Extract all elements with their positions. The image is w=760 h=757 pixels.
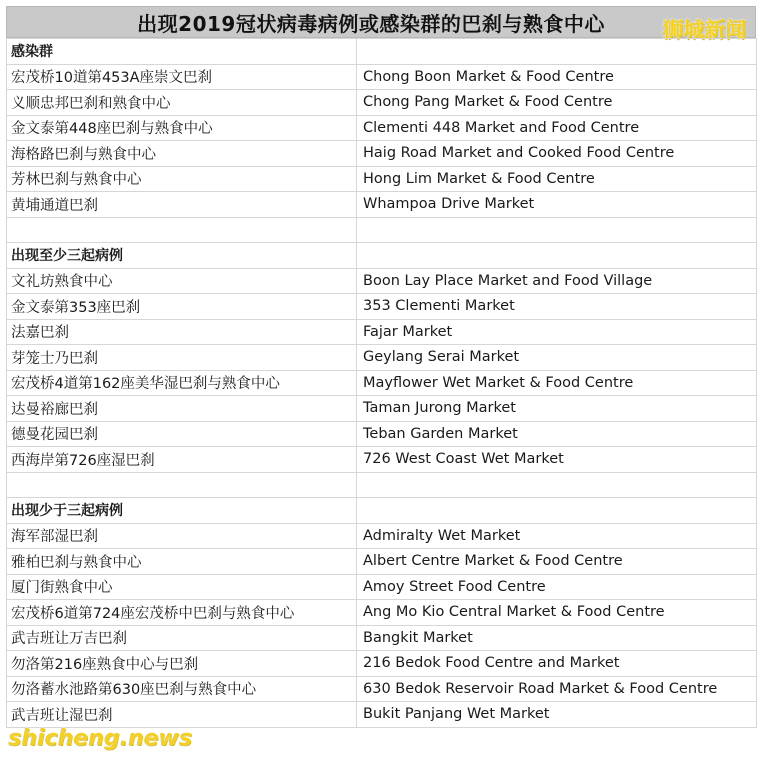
chinese-name-cell: 芳林巴刹与熟食中心 (7, 166, 357, 192)
english-name-cell (357, 39, 757, 65)
english-name-cell: 216 Bedok Food Centre and Market (357, 651, 757, 677)
english-name-cell: Amoy Street Food Centre (357, 574, 757, 600)
english-name-cell: Bangkit Market (357, 625, 757, 651)
chinese-name-cell: 德曼花园巴刹 (7, 421, 357, 447)
english-name-cell: Fajar Market (357, 319, 757, 345)
chinese-name-cell: 武吉班让湿巴刹 (7, 702, 357, 728)
table-row (7, 676, 757, 702)
table-row (7, 421, 757, 447)
table-row (7, 396, 757, 422)
chinese-name-cell: 金文泰第448座巴刹与熟食中心 (7, 115, 357, 141)
market-table (6, 38, 757, 728)
table-row (7, 549, 757, 575)
table-row (7, 115, 757, 141)
table-row (7, 447, 757, 473)
english-name-cell: Boon Lay Place Market and Food Village (357, 268, 757, 294)
section-heading: 出现少于三起病例 (7, 498, 357, 524)
table-row (7, 574, 757, 600)
chinese-name-cell: 芽笼士乃巴刹 (7, 345, 357, 371)
english-name-cell: Chong Pang Market & Food Centre (357, 90, 757, 116)
chinese-name-cell: 金文泰第353座巴刹 (7, 294, 357, 320)
chinese-name-cell (7, 472, 357, 498)
table-row (7, 268, 757, 294)
table-row (7, 141, 757, 167)
english-name-cell: Haig Road Market and Cooked Food Centre (357, 141, 757, 167)
english-name-cell: Geylang Serai Market (357, 345, 757, 371)
watermark-logo-bottom: shicheng.news (8, 726, 192, 751)
english-name-cell: Clementi 448 Market and Food Centre (357, 115, 757, 141)
english-name-cell: 630 Bedok Reservoir Road Market & Food Centre (357, 676, 757, 702)
english-name-cell (357, 472, 757, 498)
chinese-name-cell: 宏茂桥4道第162座美华湿巴刹与熟食中心 (7, 370, 357, 396)
chinese-name-cell: 西海岸第726座湿巴刹 (7, 447, 357, 473)
table-body (7, 39, 757, 728)
english-name-cell: Ang Mo Kio Central Market & Food Centre (357, 600, 757, 626)
chinese-name-cell: 黄埔通道巴刹 (7, 192, 357, 218)
chinese-name-cell: 雅柏巴刹与熟食中心 (7, 549, 357, 575)
blank-row (7, 217, 757, 243)
table-row (7, 294, 757, 320)
english-name-cell: Teban Garden Market (357, 421, 757, 447)
chinese-name-cell: 海军部湿巴刹 (7, 523, 357, 549)
table-row (7, 166, 757, 192)
chinese-name-cell: 文礼坊熟食中心 (7, 268, 357, 294)
section-row (7, 498, 757, 524)
chinese-name-cell: 宏茂桥6道第724座宏茂桥中巴刹与熟食中心 (7, 600, 357, 626)
table-row (7, 319, 757, 345)
title-bar (6, 6, 756, 38)
chinese-name-cell: 厦门街熟食中心 (7, 574, 357, 600)
chinese-name-cell: 武吉班让万吉巴刹 (7, 625, 357, 651)
english-name-cell: Mayflower Wet Market & Food Centre (357, 370, 757, 396)
chinese-name-cell: 勿洛蓄水池路第630座巴刹与熟食中心 (7, 676, 357, 702)
chinese-name-cell: 勿洛第216座熟食中心与巴刹 (7, 651, 357, 677)
english-name-cell: Chong Boon Market & Food Centre (357, 64, 757, 90)
page-title: 出现2019冠状病毒病例或感染群的巴刹与熟食中心 (137, 11, 605, 36)
english-name-cell: 726 West Coast Wet Market (357, 447, 757, 473)
chinese-name-cell: 宏茂桥10道第453A座崇文巴刹 (7, 64, 357, 90)
table-row (7, 64, 757, 90)
english-name-cell: Admiralty Wet Market (357, 523, 757, 549)
table-row (7, 90, 757, 116)
english-name-cell (357, 498, 757, 524)
chinese-name-cell: 法嘉巴刹 (7, 319, 357, 345)
english-name-cell (357, 217, 757, 243)
english-name-cell: Hong Lim Market & Food Centre (357, 166, 757, 192)
table-row (7, 345, 757, 371)
watermark-logo-top: 狮城新闻 (662, 18, 746, 42)
english-name-cell: Whampoa Drive Market (357, 192, 757, 218)
english-name-cell: Bukit Panjang Wet Market (357, 702, 757, 728)
english-name-cell (357, 243, 757, 269)
chinese-name-cell: 义顺忠邦巴刹和熟食中心 (7, 90, 357, 116)
section-row (7, 243, 757, 269)
table-row (7, 192, 757, 218)
table-row (7, 651, 757, 677)
table-row (7, 523, 757, 549)
section-heading: 出现至少三起病例 (7, 243, 357, 269)
english-name-cell: Taman Jurong Market (357, 396, 757, 422)
section-row (7, 39, 757, 65)
blank-row (7, 472, 757, 498)
table-row (7, 702, 757, 728)
table-row (7, 625, 757, 651)
table-row (7, 600, 757, 626)
chinese-name-cell: 海格路巴刹与熟食中心 (7, 141, 357, 167)
chinese-name-cell: 达曼裕廊巴刹 (7, 396, 357, 422)
section-heading: 感染群 (7, 39, 357, 65)
english-name-cell: 353 Clementi Market (357, 294, 757, 320)
english-name-cell: Albert Centre Market & Food Centre (357, 549, 757, 575)
chinese-name-cell (7, 217, 357, 243)
table-row (7, 370, 757, 396)
